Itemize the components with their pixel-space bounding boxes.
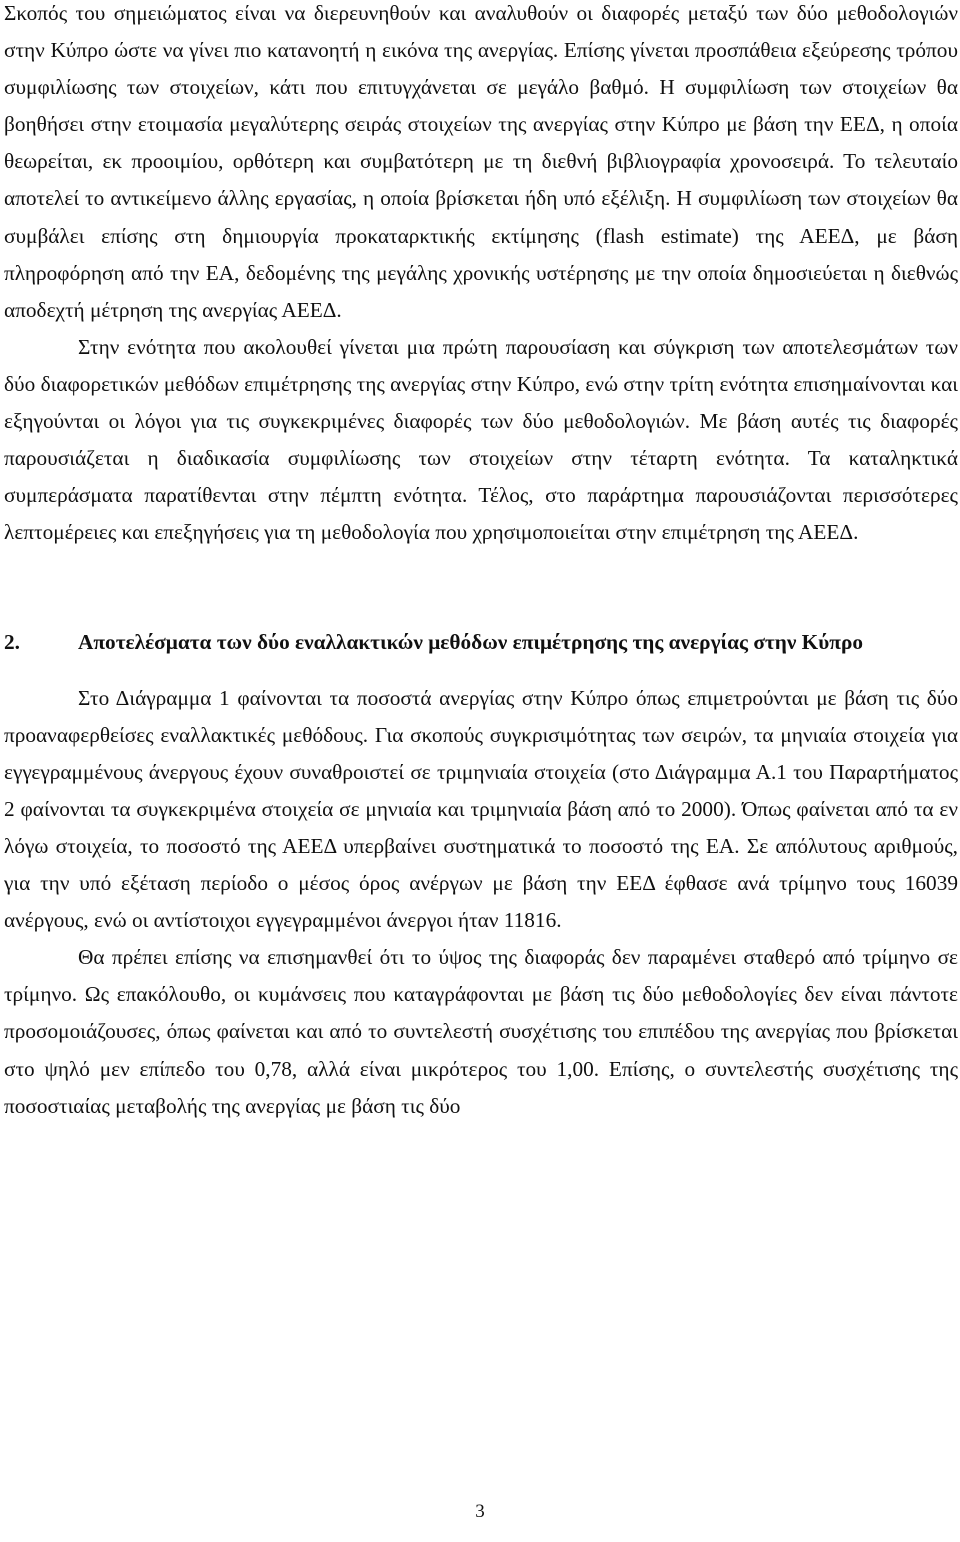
paragraph-structure: Στην ενότητα που ακολουθεί γίνεται μια πρώτη παρουσίαση και σύγκριση των αποτελεσμάτων των δύο διαφορετικών μεθόδων επιμέτρησης της ανεργίας στην Κύπρο, ενώ στην τρίτη ενότητα επισημαίνονται και εξηγούνται οι λόγοι για τις συγκεκριμένες διαφορές των δύο μεθοδολογιών. Με βάση αυτές τις διαφορές παρουσιάζεται η διαδικασία συμφιλίωσης των στοιχείων στην τέταρτη ενότητα. Τα καταληκτικά συμπεράσματα παρατίθενται στην πέμπτη ενότητα. Τέλος, στο παράρτημα παρουσιάζονται περισσότερες λεπτομέρειες και επεξηγήσεις για τη μεθοδολογία που χρησιμοποιείται στην επιμέτρηση της ΑΕΕΔ. [4, 334, 958, 545]
paragraph-purpose: Σκοπός του σημειώματος είναι να διερευνηθούν και αναλυθούν οι διαφορές μεταξύ των δύο μεθοδολογιών στην Κύπρο ώστε να γίνει πιο κατανοητή η εικόνα της ανεργίας. Επίσης γίνεται προσπάθεια εξεύρεσης τρόπου συμφιλίωσης των στοιχείων, κάτι που επιτυγχάνεται σε μεγάλο βαθμό. Η συμφιλίωση των στοιχείων θα βοηθήσει στην ετοιμασία μεγαλύτερης σειράς στοιχείων της ανεργίας στην Κύπρο με βάση την ΕΕΔ, η οποία θεωρείται, εκ προοιμίου, ορθότερη και συμβατότερη με τη διεθνή βιβλιογραφία χρονοσειρά. Το τελευταίο αποτελεί το αντικείμενο άλλης εργασίας, η οποία βρίσκεται ήδη υπό εξέλιξη. Η συμφιλίωση των στοιχείων θα συμβάλει επίσης στη δημιουργία προκαταρκτικής εκτίμησης (flash estimate) της ΑΕΕΔ, με βάση πληροφόρηση από την ΕΑ, δεδομένης της μεγάλης χρονικής υστέρησης με την οποία δημοσιεύεται η διεθνώς αποδεχτή μέτρηση της ανεργίας ΑΕΕΔ. [4, 1, 958, 322]
section-title: Αποτελέσματα των δύο εναλλακτικών μεθόδων επιμέτρησης της ανεργίας στην Κύπρο [78, 630, 863, 655]
section-number: 2. [4, 630, 20, 655]
paragraph-diagram: Στο Διάγραμμα 1 φαίνονται τα ποσοστά ανεργίας στην Κύπρο όπως επιμετρούνται με βάση τις δύο προαναφερθείσες εναλλακτικές μεθόδους. Για σκοπούς συγκρισιμότητας των σειρών, τα μηνιαία στοιχεία για εγγεγραμμένους άνεργους έχουν συναθροιστεί σε τριμηνιαία στοιχεία (στο Διάγραμμα Α.1 του Παραρτήματος 2 φαίνονται τα συγκεκριμένα στοιχεία σε μηνιαία και τριμηνιαία βάση από το 2000). Όπως φαίνεται από τα εν λόγω στοιχεία, το ποσοστό της ΑΕΕΔ υπερβαίνει συστηματικά το ποσοστό της ΕΑ. Σε απόλυτους αριθμούς, για την υπό εξέταση περίοδο ο μέσος όρος ανέργων με βάση την ΕΕΔ έφθασε ανά τρίμηνο τους 16039 ανέργους, ενώ οι αντίστοιχοι εγγεγραμμένοι άνεργοι ήταν 11816. [4, 685, 958, 933]
paragraph-correlation: Θα πρέπει επίσης να επισημανθεί ότι το ύψος της διαφοράς δεν παραμένει σταθερό από τρίμηνο σε τρίμηνο. Ως επακόλουθο, οι κυμάνσεις που καταγράφονται με βάση τις δύο μεθοδολογίες δεν είναι πάντοτε προσομοιάζουσες, όπως φαίνεται και από το συντελεστή συσχέτισης του επιπέδου της ανεργίας που βρίσκεται στο ψηλό μεν επίπεδο του 0,78, αλλά είναι μικρότερος του 1,00. Επίσης, ο συντελεστής συσχέτισης της ποσοστιαίας μεταβολής της ανεργίας με βάση τις δύο [4, 945, 958, 1118]
section-heading [4, 624, 958, 661]
document-page [4, 0, 958, 1125]
page-number: 3 [475, 1501, 485, 1522]
